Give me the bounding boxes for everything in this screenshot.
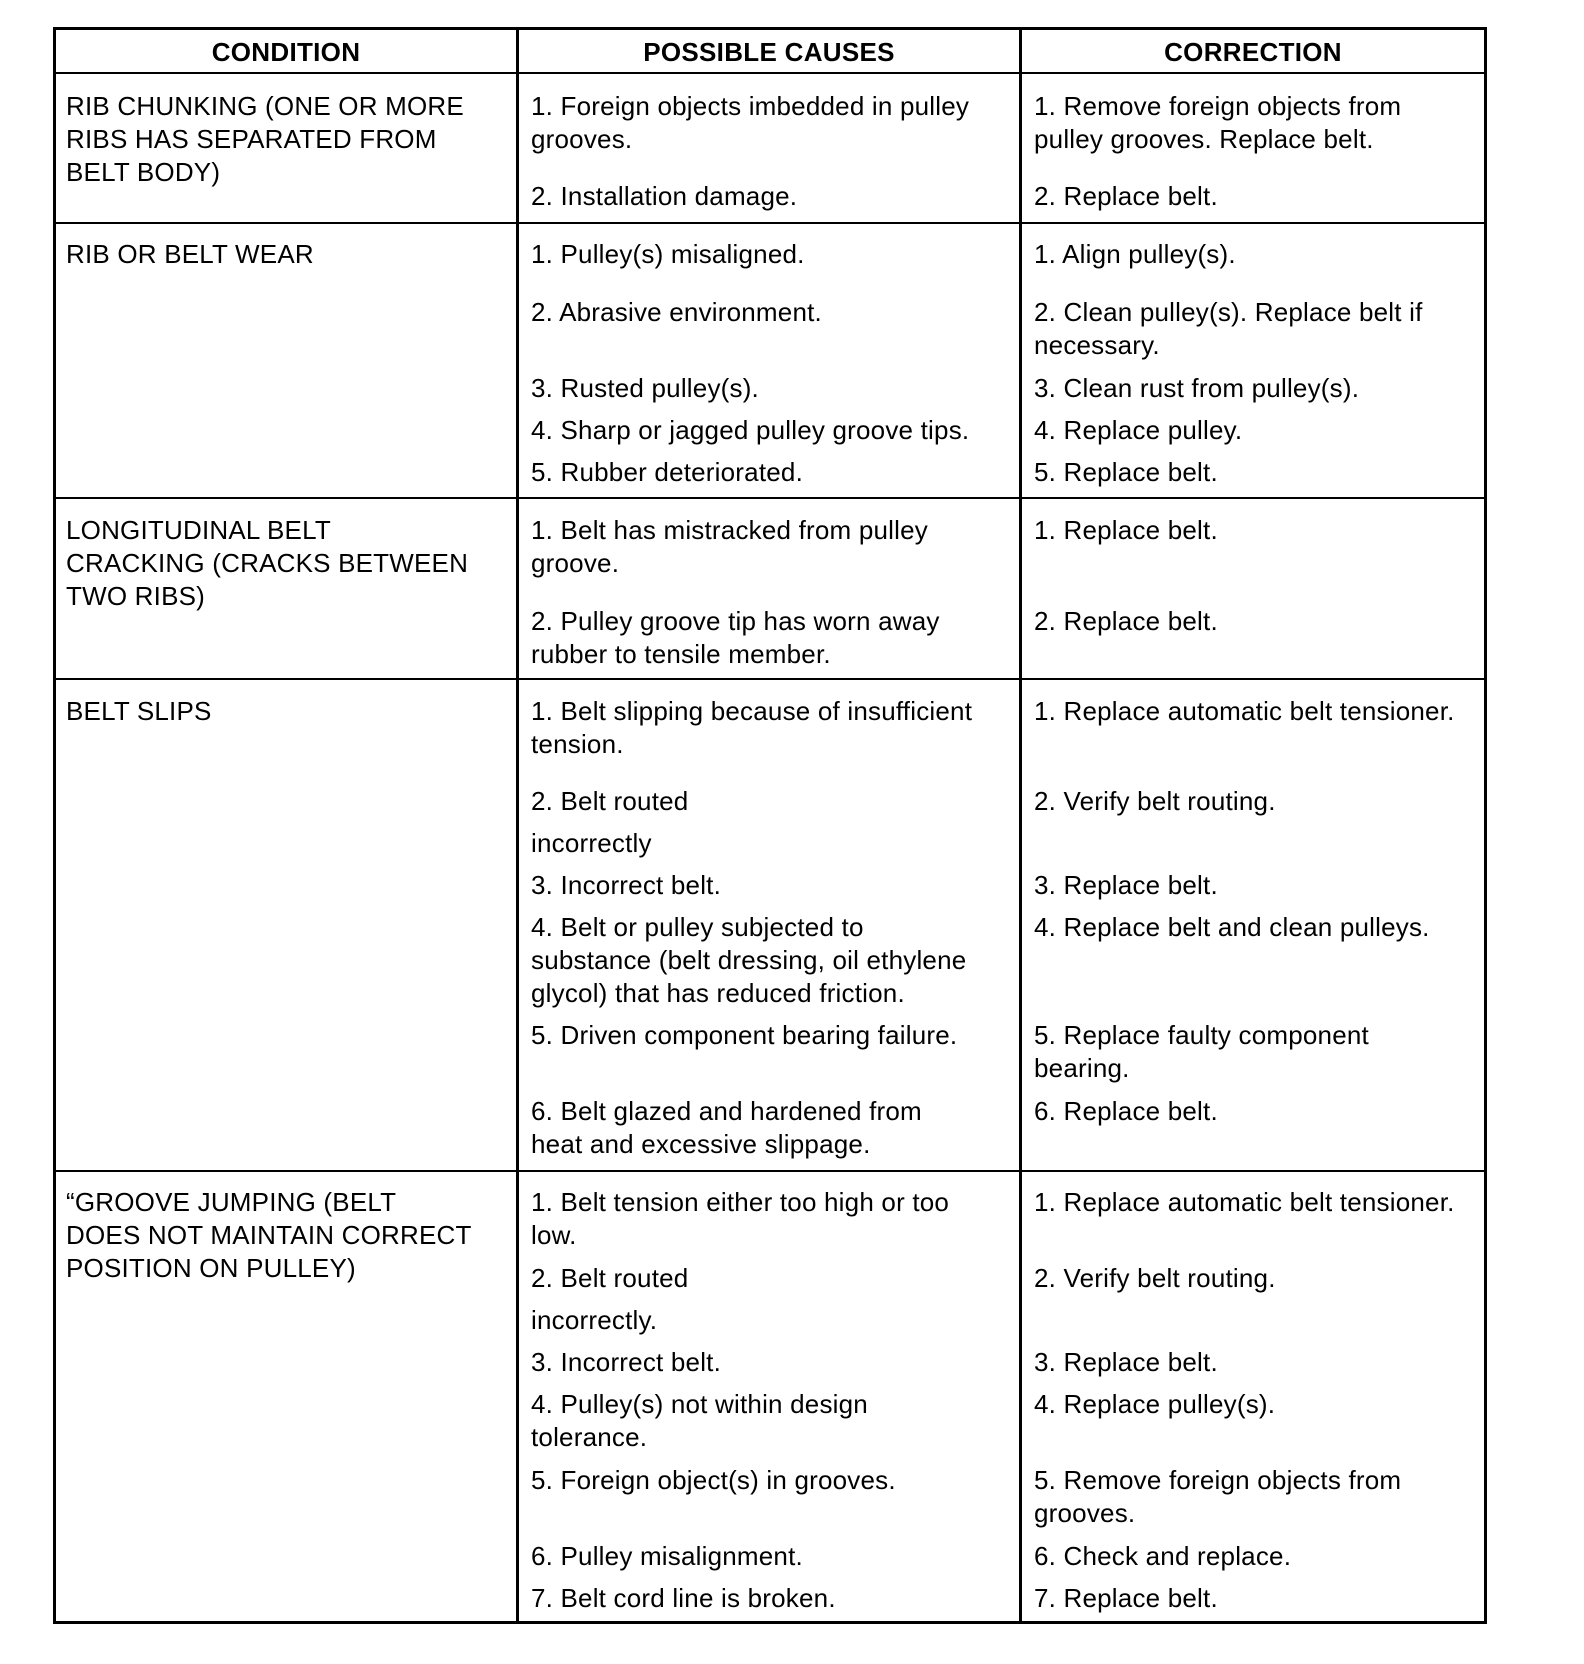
text-line: 1. Belt tension either too high or too xyxy=(531,1187,950,1217)
header-possible-causes: POSSIBLE CAUSES xyxy=(643,37,895,67)
cause-item xyxy=(531,1186,949,1252)
cause-item xyxy=(531,180,797,213)
cause-item xyxy=(531,1304,657,1337)
diagnosis-table xyxy=(53,27,1487,1624)
cause-item xyxy=(531,456,803,489)
row-divider xyxy=(56,222,1484,224)
text-line: 2. Abrasive environment. xyxy=(531,297,822,327)
text-line: 3. Replace belt. xyxy=(1034,1347,1218,1377)
cause-item xyxy=(531,1388,868,1454)
text-line: DOES NOT MAINTAIN CORRECT xyxy=(66,1220,472,1250)
cause-item xyxy=(531,785,688,818)
text-line: 5. Foreign object(s) in grooves. xyxy=(531,1465,896,1495)
text-line: 2. Belt routed xyxy=(531,786,689,816)
column-divider xyxy=(516,30,519,1621)
cause-item xyxy=(531,238,805,271)
header-correction: CORRECTION xyxy=(1164,37,1342,67)
column-divider xyxy=(1019,30,1022,1621)
cause-item xyxy=(531,296,822,329)
cause-item xyxy=(531,514,928,580)
text-line: necessary. xyxy=(1034,330,1160,360)
cause-item xyxy=(531,1346,721,1379)
text-line: 2. Clean pulley(s). Replace belt if xyxy=(1034,297,1423,327)
correction-item xyxy=(1034,1464,1401,1530)
correction-item xyxy=(1034,456,1218,489)
cause-item xyxy=(531,1582,836,1615)
text-line: BELT BODY) xyxy=(66,157,221,187)
correction-item xyxy=(1034,296,1423,362)
text-line: 1. Align pulley(s). xyxy=(1034,239,1236,269)
text-line: 1. Replace automatic belt tensioner. xyxy=(1034,1187,1455,1217)
correction-item xyxy=(1034,90,1401,156)
text-line: 4. Replace belt and clean pulleys. xyxy=(1034,912,1430,942)
condition-cell xyxy=(66,90,464,189)
cause-item xyxy=(531,695,972,761)
text-line: grooves. xyxy=(1034,1498,1136,1528)
text-line: 4. Replace pulley. xyxy=(1034,415,1243,445)
text-line: 1. Remove foreign objects from xyxy=(1034,91,1402,121)
text-line: tension. xyxy=(531,729,624,759)
cause-item xyxy=(531,372,759,405)
text-line: 6. Pulley misalignment. xyxy=(531,1541,803,1571)
text-line: 1. Belt slipping because of insufficient xyxy=(531,696,973,726)
text-line: rubber to tensile member. xyxy=(531,639,831,669)
text-line: 2. Replace belt. xyxy=(1034,181,1218,211)
text-line: 7. Belt cord line is broken. xyxy=(531,1583,836,1613)
text-line: 4. Pulley(s) not within design xyxy=(531,1389,868,1419)
cause-item xyxy=(531,869,721,902)
text-line: 1. Belt has mistracked from pulley xyxy=(531,515,928,545)
text-line: 3. Incorrect belt. xyxy=(531,870,722,900)
text-line: incorrectly. xyxy=(531,1305,658,1335)
header-condition: CONDITION xyxy=(211,37,361,67)
condition-cell xyxy=(66,238,314,271)
cause-item xyxy=(531,1540,803,1573)
text-line: heat and excessive slippage. xyxy=(531,1129,871,1159)
text-line: CRACKING (CRACKS BETWEEN xyxy=(66,548,469,578)
text-line: tolerance. xyxy=(531,1422,648,1452)
text-line: RIB CHUNKING (ONE OR MORE xyxy=(66,91,464,121)
text-line: 1. Pulley(s) misaligned. xyxy=(531,239,805,269)
text-line: 5. Replace belt. xyxy=(1034,457,1218,487)
cause-item xyxy=(531,1262,688,1295)
text-line: POSITION ON PULLEY) xyxy=(66,1253,356,1283)
text-line: 6. Check and replace. xyxy=(1034,1541,1292,1571)
text-line: 5. Driven component bearing failure. xyxy=(531,1020,958,1050)
text-line: 7. Replace belt. xyxy=(1034,1583,1218,1613)
cause-item xyxy=(531,1464,896,1497)
text-line: 4. Replace pulley(s). xyxy=(1034,1389,1276,1419)
text-line: 1. Replace belt. xyxy=(1034,515,1218,545)
text-line: groove. xyxy=(531,548,620,578)
correction-item xyxy=(1034,414,1242,447)
correction-item xyxy=(1034,1186,1455,1219)
row-divider xyxy=(56,1170,1484,1172)
row-divider xyxy=(56,497,1484,499)
text-line: 3. Clean rust from pulley(s). xyxy=(1034,373,1360,403)
text-line: 5. Rubber deteriorated. xyxy=(531,457,803,487)
text-line: BELT SLIPS xyxy=(66,696,212,726)
text-line: 6. Belt glazed and hardened from xyxy=(531,1096,922,1126)
cause-item xyxy=(531,827,652,860)
text-line: glycol) that has reduced friction. xyxy=(531,978,905,1008)
cause-item xyxy=(531,90,969,156)
text-line: 3. Replace belt. xyxy=(1034,870,1218,900)
correction-item xyxy=(1034,1346,1218,1379)
text-line: 2. Installation damage. xyxy=(531,181,798,211)
text-line: 2. Belt routed xyxy=(531,1263,689,1293)
text-line: 1. Replace automatic belt tensioner. xyxy=(1034,696,1455,726)
text-line: 1. Foreign objects imbedded in pulley xyxy=(531,91,970,121)
correction-item xyxy=(1034,238,1236,271)
text-line: 2. Verify belt routing. xyxy=(1034,1263,1276,1293)
correction-item xyxy=(1034,785,1276,818)
text-line: pulley grooves. Replace belt. xyxy=(1034,124,1374,154)
correction-item xyxy=(1034,1388,1275,1421)
text-line: 4. Belt or pulley subjected to xyxy=(531,912,864,942)
correction-item xyxy=(1034,1540,1291,1573)
text-line: bearing. xyxy=(1034,1053,1130,1083)
correction-item xyxy=(1034,1262,1276,1295)
cause-item xyxy=(531,911,966,1010)
correction-item xyxy=(1034,911,1430,944)
text-line: 6. Replace belt. xyxy=(1034,1096,1218,1126)
correction-item xyxy=(1034,605,1218,638)
correction-item xyxy=(1034,1019,1369,1085)
text-line: 2. Pulley groove tip has worn away xyxy=(531,606,940,636)
correction-item xyxy=(1034,1582,1218,1615)
condition-cell xyxy=(66,514,468,613)
text-line: 4. Sharp or jagged pulley groove tips. xyxy=(531,415,970,445)
text-line: 2. Verify belt routing. xyxy=(1034,786,1276,816)
text-line: TWO RIBS) xyxy=(66,581,206,611)
cause-item xyxy=(531,414,969,447)
text-line: low. xyxy=(531,1220,577,1250)
text-line: 3. Incorrect belt. xyxy=(531,1347,722,1377)
text-line: LONGITUDINAL BELT xyxy=(66,515,331,545)
correction-item xyxy=(1034,1095,1218,1128)
text-line: 3. Rusted pulley(s). xyxy=(531,373,759,403)
correction-item xyxy=(1034,372,1359,405)
correction-item xyxy=(1034,180,1218,213)
text-line: RIBS HAS SEPARATED FROM xyxy=(66,124,437,154)
condition-cell xyxy=(66,1186,472,1285)
text-line: 2. Replace belt. xyxy=(1034,606,1218,636)
condition-cell xyxy=(66,695,212,728)
cause-item xyxy=(531,605,940,671)
text-line: 5. Replace faulty component xyxy=(1034,1020,1369,1050)
text-line: incorrectly xyxy=(531,828,652,858)
text-line: “GROOVE JUMPING (BELT xyxy=(66,1187,397,1217)
cause-item xyxy=(531,1019,957,1052)
text-line: RIB OR BELT WEAR xyxy=(66,239,314,269)
row-divider xyxy=(56,678,1484,680)
correction-item xyxy=(1034,869,1218,902)
cause-item xyxy=(531,1095,922,1161)
text-line: 5. Remove foreign objects from xyxy=(1034,1465,1402,1495)
text-line: grooves. xyxy=(531,124,633,154)
text-line: substance (belt dressing, oil ethylene xyxy=(531,945,967,975)
correction-item xyxy=(1034,514,1218,547)
correction-item xyxy=(1034,695,1455,728)
